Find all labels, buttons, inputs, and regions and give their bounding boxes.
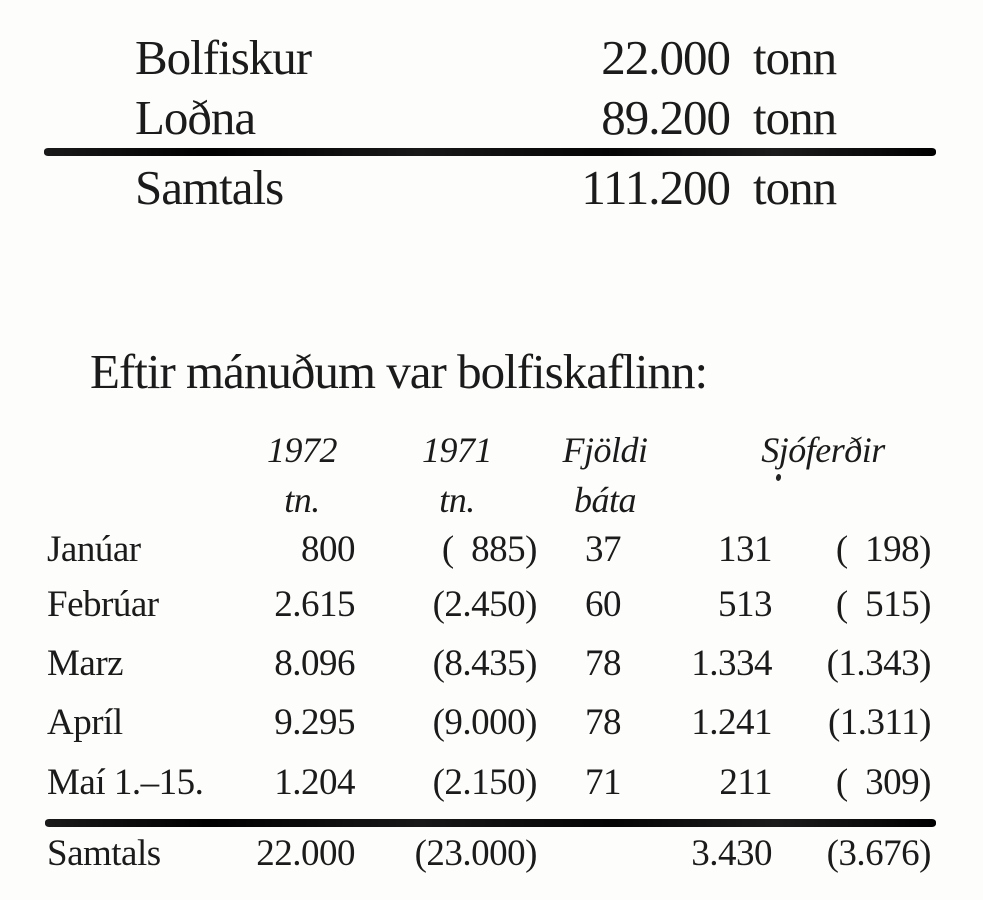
- month-label: Febrúar: [47, 584, 159, 625]
- total-label: Samtals: [47, 833, 161, 874]
- total-trips-1971-value: (3.676): [826, 833, 931, 874]
- column-header-boats: Fjöldi: [562, 430, 648, 470]
- table-row: [0, 90, 983, 149]
- tons-1971-value: (8.435): [432, 643, 537, 684]
- header-row: [0, 432, 983, 488]
- column-header-1971: 1971: [422, 430, 492, 470]
- month-label: Apríl: [47, 702, 123, 743]
- table-row: [0, 586, 983, 642]
- trips-1972-value: 1.334: [691, 643, 772, 684]
- table-row: [0, 645, 983, 701]
- month-label: Janúar: [47, 529, 141, 570]
- boats-value: 78: [585, 702, 621, 743]
- unit-label: tonn: [753, 160, 837, 215]
- trips-1971-value: ( 515): [835, 584, 931, 625]
- boats-value: 37: [585, 529, 621, 570]
- boats-value: 60: [585, 584, 621, 625]
- trips-1972-value: 211: [719, 762, 772, 803]
- total-tons-1972-value: 22.000: [256, 833, 355, 874]
- tons-1972-value: 1.204: [274, 762, 355, 803]
- total-row: [0, 160, 983, 219]
- summary-total-rule: [44, 148, 936, 156]
- trips-1971-value: (1.311): [827, 702, 931, 743]
- column-header-trips: Sjóferðir: [761, 430, 885, 470]
- trips-1971-value: ( 198): [835, 529, 931, 570]
- total-label: Samtals: [135, 160, 284, 215]
- total-trips-1972-value: 3.430: [691, 833, 772, 874]
- trips-1971-value: ( 309): [835, 762, 931, 803]
- unit-label: tonn: [753, 30, 837, 85]
- column-header-1972: 1972: [267, 430, 337, 470]
- tons-1972-value: 9.295: [274, 702, 355, 743]
- trips-1972-value: 513: [718, 584, 772, 625]
- section-heading-row: [0, 344, 983, 403]
- catch-value: 89.200: [601, 90, 730, 145]
- monthly-total-rule: [45, 819, 936, 827]
- section-heading: Eftir mánuðum var bolfiskaflinn:: [90, 344, 708, 399]
- unit-label: tonn: [753, 90, 837, 145]
- tons-1971-value: ( 885): [441, 529, 537, 570]
- catch-value: 22.000: [601, 30, 730, 85]
- total-value: 111.200: [581, 160, 730, 215]
- month-label: Marz: [47, 643, 124, 684]
- column-subheader-1971: tn.: [439, 480, 475, 520]
- tons-1972-value: 2.615: [274, 584, 355, 625]
- species-label: Loðna: [135, 90, 256, 145]
- trips-1971-value: (1.343): [826, 643, 931, 684]
- month-label: Maí 1.–15.: [47, 762, 204, 803]
- total-tons-1971-value: (23.000): [414, 833, 537, 874]
- tons-1971-value: (2.150): [432, 762, 537, 803]
- table-row: [0, 764, 983, 820]
- trips-1972-value: 1.241: [691, 702, 772, 743]
- tons-1971-value: (9.000): [432, 702, 537, 743]
- boats-value: 78: [585, 643, 621, 684]
- table-row: [0, 704, 983, 760]
- trips-1972-value: 131: [718, 529, 772, 570]
- column-subheader-1972: tn.: [284, 480, 320, 520]
- boats-value: 71: [585, 762, 621, 803]
- tons-1972-value: 8.096: [274, 643, 355, 684]
- table-row: [0, 531, 983, 587]
- tons-1971-value: (2.450): [432, 584, 537, 625]
- total-row: [0, 835, 983, 891]
- table-row: [0, 30, 983, 89]
- column-subheader-boats: báta: [573, 480, 636, 520]
- tons-1972-value: 800: [301, 529, 355, 570]
- species-label: Bolfiskur: [135, 30, 312, 85]
